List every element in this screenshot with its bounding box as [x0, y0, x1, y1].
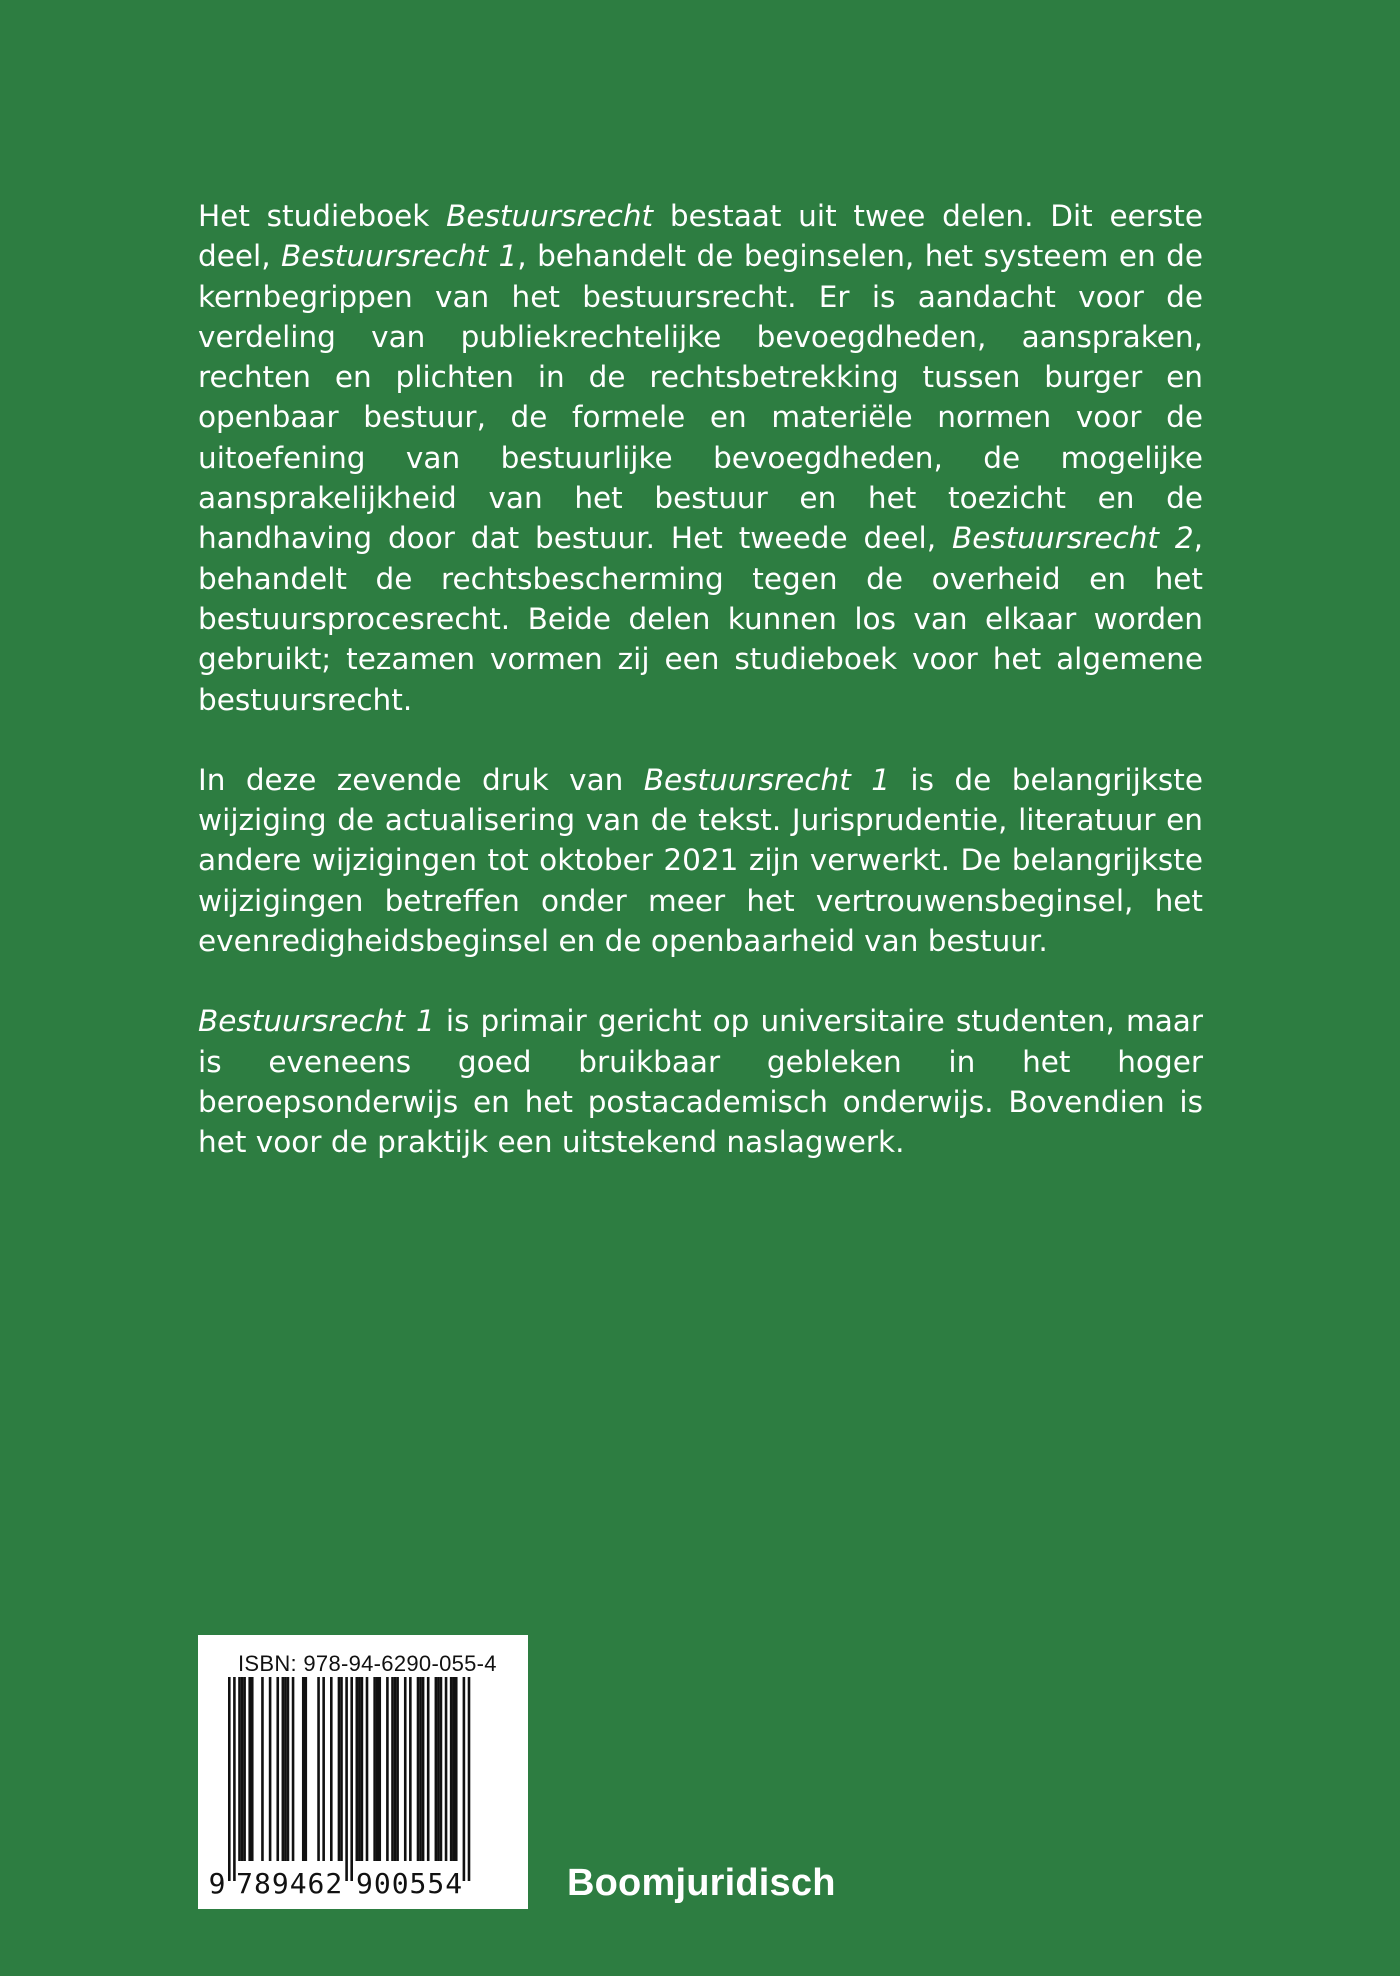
blurb-text-run: Het studieboek [198, 199, 447, 233]
blurb-text-run: is primair gericht op universitaire studenten, maar is eveneens goed bruikbaar gebleken in het hoger beroepsonderwijs en het postacademisch onderwijs. Bovendien is het voor de praktijk een uitstekend naslagwerk. [198, 1004, 1203, 1160]
ean13-barcode [198, 1635, 528, 1909]
barcode-digit: 0 [373, 1867, 391, 1900]
barcode-bar [445, 1677, 448, 1861]
blurb-text-run: bestaat uit twee delen. Dit eerste deel, [198, 199, 1203, 274]
barcode-bar [269, 1677, 272, 1861]
barcode-bar [435, 1677, 438, 1861]
barcode-bar [396, 1677, 399, 1861]
barcode-digit: 7 [236, 1867, 253, 1900]
barcode-bar [340, 1677, 343, 1861]
barcode-digit: 4 [289, 1867, 307, 1900]
barcode-bar [241, 1677, 244, 1861]
book-title-italic: Bestuursrecht 1 [198, 1004, 435, 1039]
barcode-bar [282, 1677, 285, 1861]
isbn-label: ISBN: 978-94-6290-055-4 [238, 1651, 497, 1676]
blurb-paragraph [198, 196, 1203, 720]
barcode-bar [452, 1677, 455, 1861]
barcode-digit: 9 [356, 1867, 373, 1900]
barcode-bar [394, 1677, 397, 1861]
barcode-bar [450, 1677, 453, 1861]
barcode-bar [361, 1677, 364, 1861]
barcode-bar [422, 1677, 425, 1861]
isbn-barcode-box [198, 1635, 528, 1909]
barcode-digit: 0 [391, 1867, 409, 1900]
blurb-paragraph [198, 1001, 1203, 1162]
barcode-bar [238, 1677, 241, 1861]
barcode-digit: 9 [208, 1867, 226, 1900]
barcode-bar [261, 1677, 264, 1861]
barcode-bar [248, 1677, 251, 1861]
barcode-bar [276, 1677, 279, 1861]
barcode-guard-bar [468, 1677, 471, 1881]
barcode-bar [455, 1677, 458, 1861]
blurb-text-run: is de belangrijkste wijziging de actualisering van de tekst. Jurisprudentie, literatuur en andere wijzigingen tot oktober 2021 zijn verwerkt. De belangrijkste wijzigingen betreffen onder meer het vertrouwensbeginsel, het evenredigheidsbeginsel en de openbaarheid van bestuur. [198, 762, 1203, 959]
barcode-bar [305, 1677, 308, 1861]
barcode-guard-bar [463, 1677, 466, 1881]
barcode-bar [391, 1677, 394, 1861]
barcode-bar [292, 1677, 295, 1861]
barcode-bar [366, 1677, 369, 1861]
barcode-bar [440, 1677, 443, 1861]
barcode-bar [358, 1677, 361, 1861]
barcode-bar [338, 1677, 341, 1861]
barcode-bar [376, 1677, 379, 1861]
barcode-bar [287, 1677, 290, 1861]
barcode-guard-bar [345, 1677, 348, 1881]
barcode-bar [302, 1677, 305, 1861]
barcode-digit: 6 [307, 1867, 325, 1900]
blurb-paragraph [198, 760, 1203, 961]
barcode-bar [409, 1677, 412, 1861]
barcode-bar [378, 1677, 381, 1861]
blurb-text-run: , behandelt de beginselen, het systeem en de kernbegrippen van het bestuursrecht. Er is aandacht voor de verdeling van publiekrechtelijke bevoegdheden, aanspraken, rechten en plichten in de rechtsbetrekking tussen burger en openbaar bestuur, de formele en materiële normen voor de uitoefening van bestuurlijke bevoegdheden, de mogelijke aansprakelijkheid van het bestuur en het toezicht en de handhaving door dat bestuur. Het tweede deel, [198, 239, 1203, 556]
book-title-italic: Bestuursrecht 2 [951, 521, 1194, 556]
barcode-digit: 4 [445, 1867, 463, 1900]
barcode-bar [427, 1677, 430, 1861]
book-title-italic: Bestuursrecht 1 [643, 762, 890, 797]
barcode-bar [317, 1677, 320, 1861]
barcode-bar [284, 1677, 287, 1861]
cover-blurb [198, 196, 1203, 1203]
barcode-digit: 8 [253, 1867, 271, 1900]
barcode-digit: 5 [409, 1867, 427, 1900]
barcode-bar [404, 1677, 407, 1861]
barcode-bar [386, 1677, 389, 1861]
book-title-italic: Bestuursrecht 1 [281, 239, 518, 274]
barcode-guard-bar [350, 1677, 353, 1881]
blurb-text-run: , behandelt de rechtsbescherming tegen de overheid en het bestuursprocesrecht. Beide delen kunnen los van elkaar worden gebruikt; tezamen vormen zij een studieboek voor het algemene bestuursrecht. [198, 521, 1204, 717]
barcode-bar [251, 1677, 254, 1861]
barcode-guard-bar [233, 1677, 236, 1881]
barcode-bar [243, 1677, 246, 1861]
barcode-bar [356, 1677, 359, 1861]
book-title-italic: Bestuursrecht [446, 199, 654, 233]
barcode-guard-bar [228, 1677, 231, 1881]
barcode-bar [417, 1677, 420, 1861]
barcode-bar [419, 1677, 422, 1861]
barcode-bar [330, 1677, 333, 1861]
barcode-digit: 2 [325, 1867, 343, 1900]
publisher-logo: Boomjuridisch [567, 1862, 836, 1904]
blurb-text-run: In deze zevende druk van [198, 762, 644, 797]
barcode-bar [322, 1677, 325, 1861]
barcode-digit: 9 [271, 1867, 289, 1900]
barcode-digit: 5 [427, 1867, 445, 1900]
barcode-bar [437, 1677, 440, 1861]
barcode-bar [373, 1677, 376, 1861]
